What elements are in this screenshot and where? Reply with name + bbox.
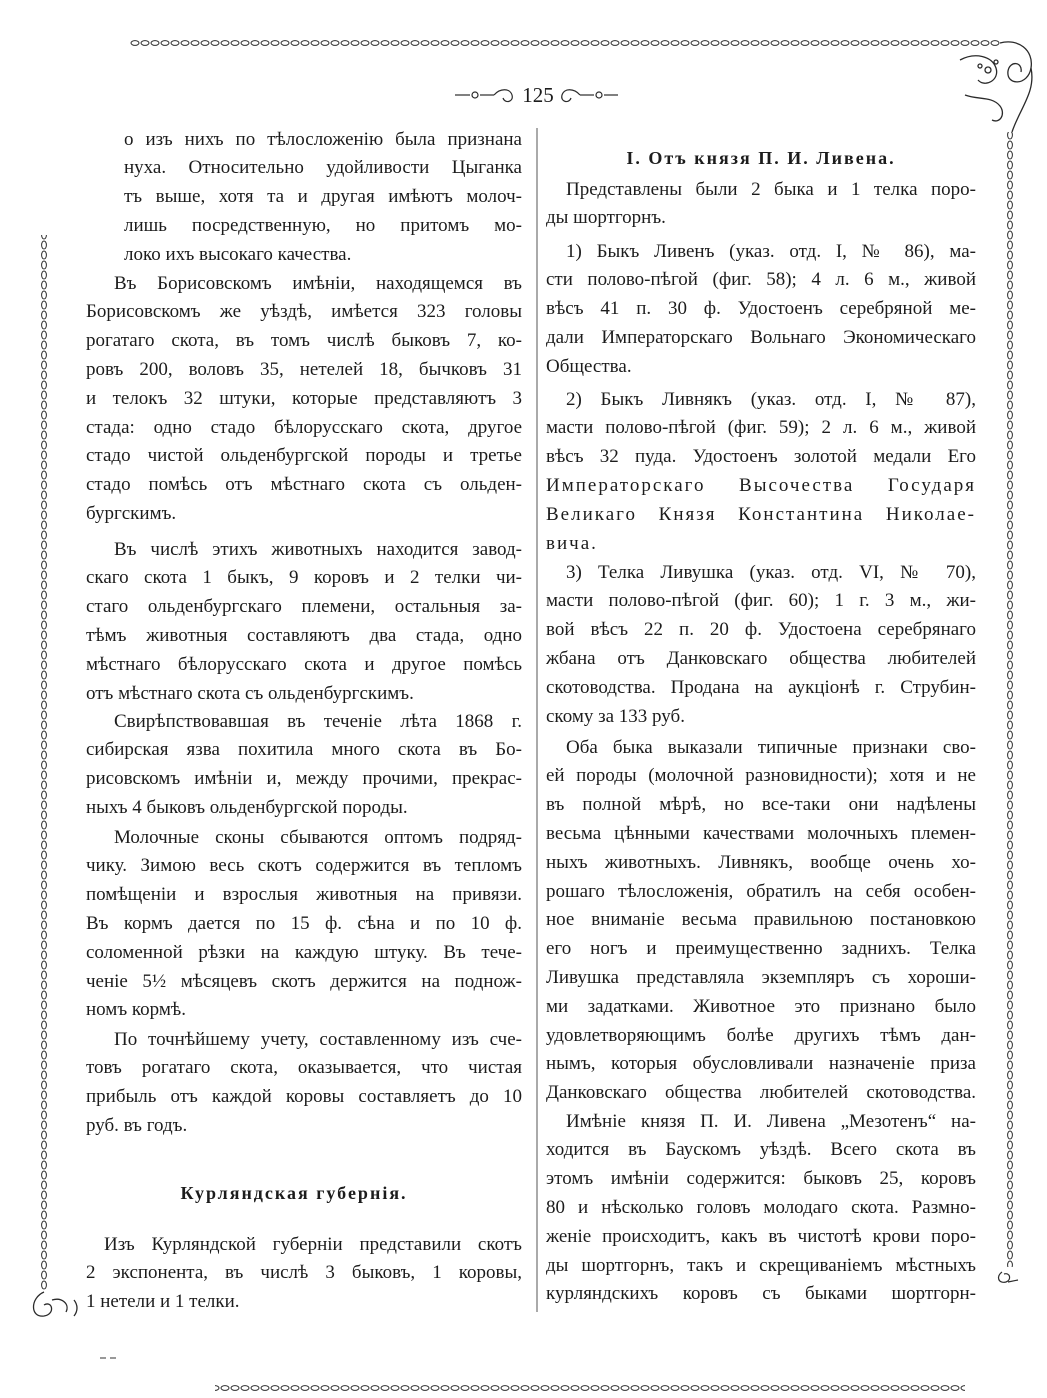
text-line: вѣсъ 32 пуда. Удостоенъ золотой медали Его xyxy=(546,446,976,468)
text-line: ровъ 200, воловъ 35, нетелей 18, бычковъ 31 xyxy=(86,358,522,380)
text-line: ходится въ Баускомъ уѣздѣ. Всего скота въ xyxy=(546,1139,976,1161)
text-line: прибыль отъ каждой коровы составляетъ до 10 xyxy=(86,1086,522,1108)
text-line: Общества. xyxy=(546,355,632,377)
paragraph xyxy=(86,270,522,529)
paragraph xyxy=(546,386,976,559)
text-line: и телокъ 32 штуки, которые представляютъ 3 xyxy=(86,387,522,409)
text-line: Императорскаго Высочества Государя xyxy=(546,474,976,496)
right-column xyxy=(546,0,976,1398)
paragraph xyxy=(546,734,976,1108)
text-line: ныхъ животныхъ. Ливнякъ, вообще очень хо- xyxy=(546,851,976,873)
text-line: Имѣніе князя П. И. Ливена „Мезотенъ“ на- xyxy=(566,1110,976,1132)
text-line: стадо чистой ольденбургской породы и третье xyxy=(86,445,522,467)
text-line: о изъ нихъ по тѣлосложенію была признана xyxy=(124,128,522,150)
text-line: тъ выше, хотя та и другая имѣютъ молоч- xyxy=(124,186,522,208)
paragraph xyxy=(86,708,522,823)
text-line: номъ кормѣ. xyxy=(86,999,186,1021)
text-line: женіе происходитъ, какъ въ чистотѣ крови поро- xyxy=(546,1225,976,1247)
text-line: 2 экспонента, въ числѣ 3 быковъ, 1 коровы, xyxy=(86,1262,522,1284)
paragraph xyxy=(86,1026,522,1141)
bottom-right-flourish-ornament xyxy=(999,1272,1018,1282)
paragraph xyxy=(86,1231,522,1317)
text-line: ды шортгорнъ, такъ и скрещиваніемъ мѣстныхъ xyxy=(546,1254,976,1276)
text-line: ей породы (молочной разновидности); хотя и не xyxy=(546,765,976,787)
text-line: Изъ Курляндской губерніи представили скотъ xyxy=(104,1233,522,1255)
text-line: дали Императорскаго Вольнаго Экономическаго xyxy=(546,326,976,348)
text-line: скотоводства. Продана на аукціонѣ г. Струбин- xyxy=(546,676,976,698)
text-line: 3) Телка Ливушка (указ. отд. VI, № 70), xyxy=(566,561,976,583)
text-line: курляндскихъ коровъ съ быками шортгорн- xyxy=(546,1283,976,1305)
text-line: Въ числѣ этихъ животныхъ находится завод- xyxy=(114,538,522,560)
text-line: рошаго тѣлосложенія, обратилъ на себя особен- xyxy=(546,880,976,902)
page-number: 125 xyxy=(522,83,554,107)
text-line: вѣсъ 41 п. 30 ф. Удостоенъ серебряной ме- xyxy=(546,298,976,320)
text-line: вой вѣсъ 22 п. 20 ф. Удостоена серебрянаго xyxy=(546,619,976,641)
text-line: скому за 133 руб. xyxy=(546,705,685,727)
text-line: рогатаго скота, въ томъ числѣ быковъ 7, ко- xyxy=(86,330,522,352)
text-line: сти полово-пѣгой (фиг. 58); 4 л. 6 м., живой xyxy=(546,269,976,291)
text-line: масти полово-пѣгой (фиг. 60); 1 г. 3 м., жи- xyxy=(546,590,976,612)
left-chain-border xyxy=(40,235,48,1290)
text-line: Борисовскомъ же уѣздѣ, имѣется 323 головы xyxy=(86,301,522,323)
text-line: весьма цѣнными качествами молочныхъ племен- xyxy=(546,822,976,844)
text-line: 1) Быкъ Ливенъ (указ. отд. I, № 86), ма- xyxy=(566,240,976,262)
text-line: Оба быка выказали типичные признаки сво- xyxy=(566,736,976,758)
section-heading: I. Отъ князя П. И. Ливена. xyxy=(626,147,896,168)
text-line: руб. въ годъ. xyxy=(86,1114,188,1136)
section-heading: Курляндская губернія. xyxy=(180,1182,408,1203)
text-line: чику. Зимою весь скотъ содержится въ тепломъ xyxy=(86,855,522,877)
text-line: помѣщеніи и взрослыя животныя на привязи. xyxy=(86,884,522,906)
paragraph xyxy=(546,176,976,234)
text-line: Великаго Князя Константина Николае- xyxy=(546,503,976,525)
text-line: его ногъ и преимущественно заднихъ. Телка xyxy=(546,938,976,960)
text-line: стада: одно стадо бѣлорусскаго скота, другое xyxy=(86,416,522,438)
text-line: Въ Борисовскомъ имѣніи, находящемся въ xyxy=(114,272,522,294)
text-line: 2) Быкъ Ливнякъ (указ. отд. I, № 87), xyxy=(566,388,976,410)
text-line: товъ рогатаго скота, оказывается, что чистая xyxy=(86,1057,522,1079)
text-line: вича. xyxy=(546,532,598,554)
text-line: тѣмъ животныя составляютъ два стада, одно xyxy=(86,624,522,646)
text-line: ды шортгорнъ. xyxy=(546,207,666,229)
text-line: ми задатками. Животное это признано было xyxy=(546,995,976,1017)
text-line: Данковскаго общества любителей скотоводства. xyxy=(546,1082,976,1104)
text-line: рисовскомъ имѣніи и, между прочими, прекрас- xyxy=(86,768,522,790)
paragraph xyxy=(546,559,976,732)
text-line: удовлетворяющимъ болѣе другихъ тѣмъ дан- xyxy=(546,1024,976,1046)
text-line: нуха. Относительно удойливости Цыганка xyxy=(124,157,522,179)
text-line: Въ кормъ дается по 15 ф. сѣна и по 10 ф. xyxy=(86,912,522,934)
right-chain-border xyxy=(1006,132,1014,1267)
text-line: По точнѣйшему учету, составленному изъ сче- xyxy=(114,1028,522,1050)
text-line: 80 и нѣсколько головъ молодаго скота. Размно- xyxy=(546,1196,976,1218)
text-line: масти полово-пѣгой (фиг. 59); 2 л. 6 м., живой xyxy=(546,417,976,439)
paragraph xyxy=(86,824,522,1026)
text-line: стадо помѣсь отъ мѣстнаго скота съ ольден- xyxy=(86,474,522,496)
text-line: Представлены были 2 быка и 1 телка поро- xyxy=(566,178,976,200)
text-line: въ полной мѣрѣ, но все-таки они надѣлены xyxy=(546,794,976,816)
bottom-left-flourish-ornament xyxy=(34,1292,78,1316)
paragraph xyxy=(86,126,522,270)
text-line: Молочные сконы сбываются оптомъ подряд- xyxy=(114,826,522,848)
text-line: нымъ, которыя обусловливали назначеніе приза xyxy=(546,1053,976,1075)
paragraph xyxy=(546,1108,976,1310)
text-line: ченіе 5½ мѣсяцевъ скотъ держится на поднож- xyxy=(86,970,522,992)
text-line: соломенной рѣзки на каждую штуку. Въ тече- xyxy=(86,941,522,963)
text-line: сибирская язва похитила много скота въ Бо- xyxy=(86,739,522,761)
text-line: этомъ имѣніи содержится: быковъ 25, коровъ xyxy=(546,1168,976,1190)
text-line: скаго скота 1 быкъ, 9 коровъ и 2 телки чи- xyxy=(86,567,522,589)
paragraph xyxy=(546,238,976,382)
text-line: ное вниманіе весьма правильною постановкою xyxy=(546,909,976,931)
left-column xyxy=(86,0,522,1398)
text-line: локо ихъ высокаго качества. xyxy=(124,243,352,265)
text-line: стаго ольденбургскаго племени, остальныя за- xyxy=(86,596,522,618)
text-line: отъ мѣстнаго скота съ ольденбургскимъ. xyxy=(86,682,414,704)
paragraph xyxy=(86,536,522,709)
text-line: ныхъ 4 быковъ ольденбургской породы. xyxy=(86,796,408,818)
text-line: Свирѣпствовавшая въ теченіе лѣта 1868 г. xyxy=(114,710,522,732)
text-line: 1 нетели и 1 телки. xyxy=(86,1291,240,1313)
text-line: бургскимъ. xyxy=(86,502,177,524)
text-line: жбана отъ Данковскаго общества любителей xyxy=(546,647,976,669)
text-line: лишь посредственную, но притомъ мо- xyxy=(124,214,522,236)
text-line: мѣстнаго бѣлорусскаго скота и другое помѣсь xyxy=(86,653,522,675)
text-line: Ливушка представляла экземпляръ съ хороши- xyxy=(546,966,976,988)
